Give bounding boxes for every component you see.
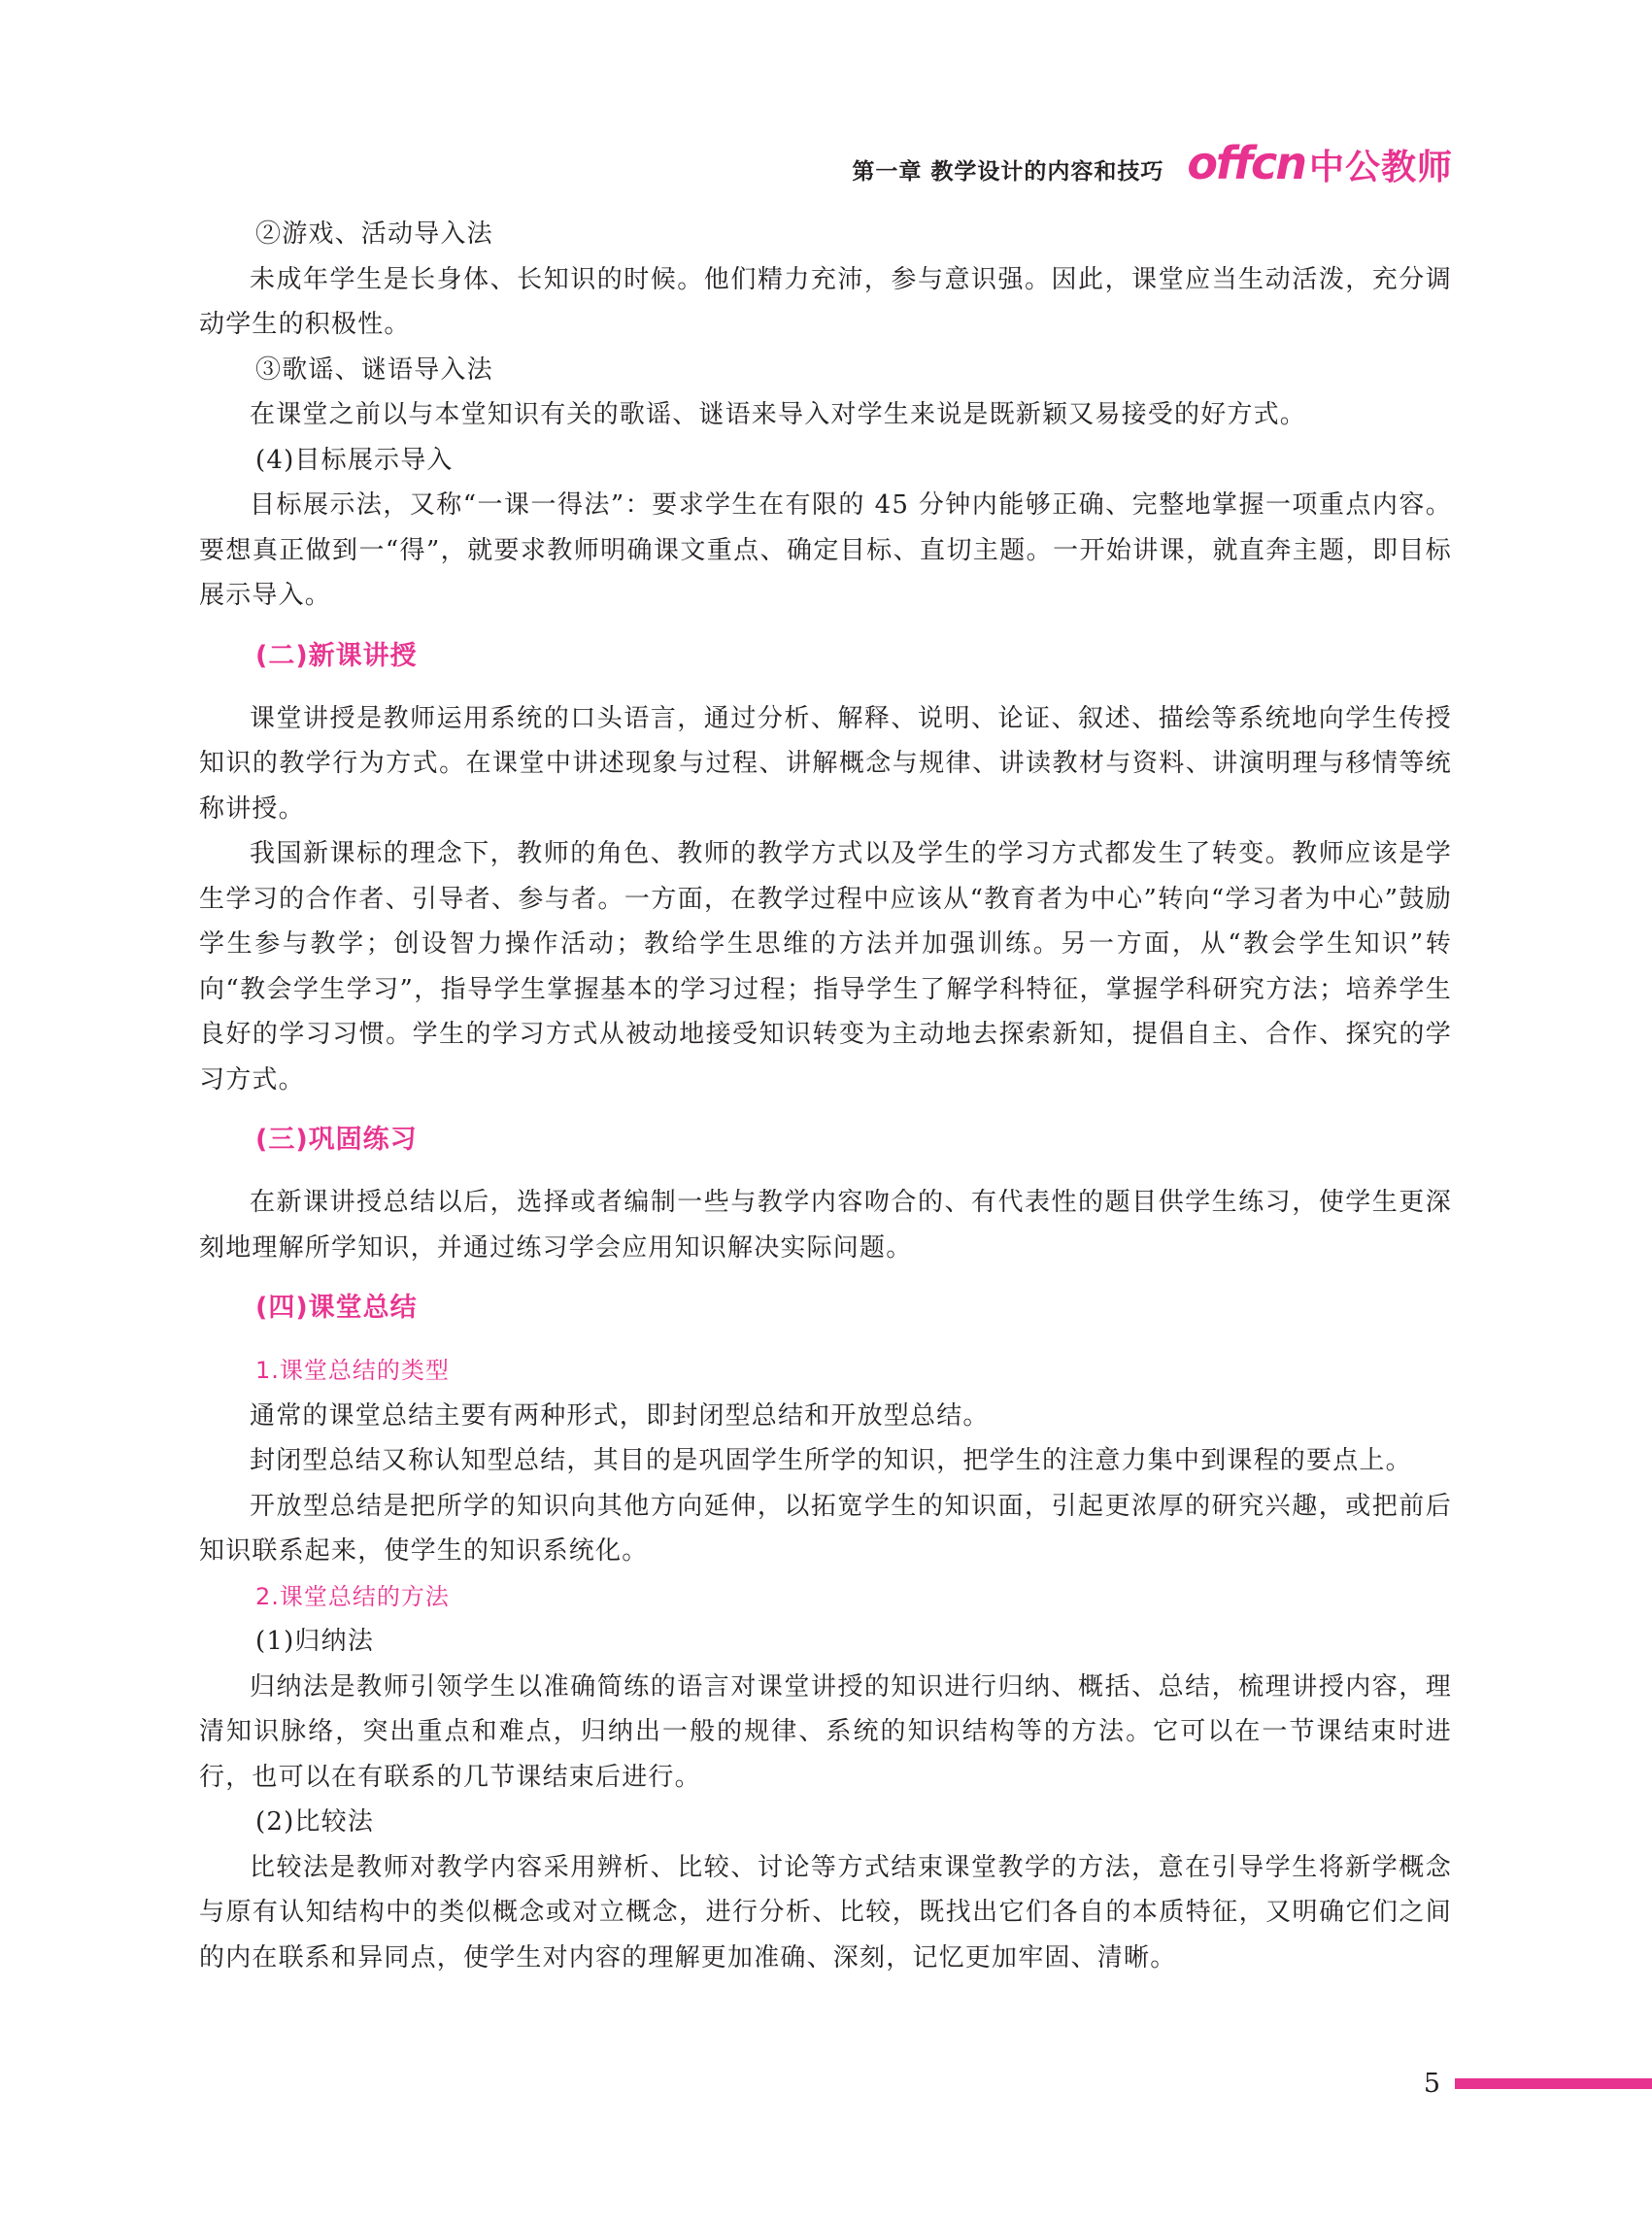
subsection-heading-types: 1.课堂总结的类型 bbox=[255, 1357, 450, 1384]
paragraph: 我国新课标的理念下，教师的角色、教师的教学方式以及学生的学习方式都发生了转变。教师应该是学生学习的合作者、引导者、参与者。一方面，在教学过程中应该从“教育者为中心”转向“学习者为中心”鼓励学生参与教学；创设智力操作活动；教给学生思维的方法并加强训练。另一方面，从“教会学生知识”转向“教会学生学习”，指导学生掌握基本的学习过程；指导学生了解学科特征，掌握学科研究方法；培养学生良好的学习习惯。学生的学习方式从被动地接受知识转变为主动地去探索新知，提倡自主、合作、探究的学习方式。 bbox=[199, 839, 1452, 1095]
paragraph: 通常的课堂总结主要有两种形式，即封闭型总结和开放型总结。 bbox=[250, 1400, 990, 1431]
page-content bbox=[199, 212, 1452, 1980]
paragraph: 封闭型总结又称认知型总结，其目的是巩固学生所学的知识，把学生的注意力集中到课程的要点上。 bbox=[250, 1446, 1412, 1475]
logo-en: offcn bbox=[1187, 137, 1305, 189]
section-heading-new-lesson: (二)新课讲授 bbox=[255, 640, 418, 671]
page-header bbox=[852, 134, 1453, 192]
paragraph: 课堂讲授是教师运用系统的口头语言，通过分析、解释、说明、论证、叙述、描绘等系统地向学生传授知识的教学行为方式。在课堂中讲述现象与过程、讲解概念与规律、讲读教材与资料、讲演明理与移情等统称讲授。 bbox=[199, 703, 1452, 824]
paragraph: 比较法是教师对教学内容采用辨析、比较、讨论等方式结束课堂教学的方法，意在引导学生将新学概念与原有认知结构中的类似概念或对立概念，进行分析、比较，既找出它们各自的本质特征，又明确它们之间的内在联系和异同点，使学生对内容的理解更加准确、深刻，记忆更加牢固、清晰。 bbox=[199, 1852, 1452, 1972]
footer-accent-bar bbox=[1455, 2078, 1652, 2089]
offcn-logo bbox=[1187, 137, 1453, 189]
method-heading-song: ③歌谣、谜语导入法 bbox=[255, 354, 493, 385]
paragraph: 未成年学生是长身体、长知识的时候。他们精力充沛，参与意识强。因此，课堂应当生动活泼，充分调动学生的积极性。 bbox=[199, 264, 1452, 339]
method-heading-induction: (1)归纳法 bbox=[255, 1627, 375, 1656]
method-heading-game: ②游戏、活动导入法 bbox=[255, 219, 493, 249]
page-footer bbox=[0, 2067, 1652, 2106]
method-heading-comparison: (2)比较法 bbox=[255, 1807, 375, 1837]
subsection-heading-methods: 2.课堂总结的方法 bbox=[255, 1582, 450, 1610]
paragraph: 开放型总结是把所学的知识向其他方向延伸，以拓宽学生的知识面，引起更浓厚的研究兴趣，或把前后知识联系起来，使学生的知识系统化。 bbox=[199, 1491, 1452, 1566]
paragraph: 在课堂之前以与本堂知识有关的歌谣、谜语来导入对学生来说是既新颖又易接受的好方式。 bbox=[250, 400, 1307, 429]
paragraph: 归纳法是教师引领学生以准确简练的语言对课堂讲授的知识进行归纳、概括、总结，梳理讲授内容，理清知识脉络，突出重点和难点，归纳出一般的规律、系统的知识结构等的方法。它可以在一节课结束时进行，也可以在有联系的几节课结束后进行。 bbox=[199, 1671, 1452, 1792]
page-number: 5 bbox=[1423, 2069, 1440, 2099]
logo-zh: 中公教师 bbox=[1308, 148, 1453, 187]
paragraph: 目标展示法，又称“一课一得法”：要求学生在有限的 45 分钟内能够正确、完整地掌握一项重点内容。要想真正做到一“得”，就要求教师明确课文重点、确定目标、直切主题。一开始讲课，就直奔主题，即目标展示导入。 bbox=[199, 490, 1452, 610]
section-heading-practice: (三)巩固练习 bbox=[255, 1125, 418, 1155]
method-heading-goal: (4)目标展示导入 bbox=[255, 445, 454, 475]
paragraph: 在新课讲授总结以后，选择或者编制一些与教学内容吻合的、有代表性的题目供学生练习，使学生更深刻地理解所学知识，并通过练习学会应用知识解决实际问题。 bbox=[199, 1188, 1452, 1263]
section-heading-summary: (四)课堂总结 bbox=[255, 1293, 418, 1323]
chapter-title: 第一章 教学设计的内容和技巧 bbox=[852, 157, 1164, 185]
